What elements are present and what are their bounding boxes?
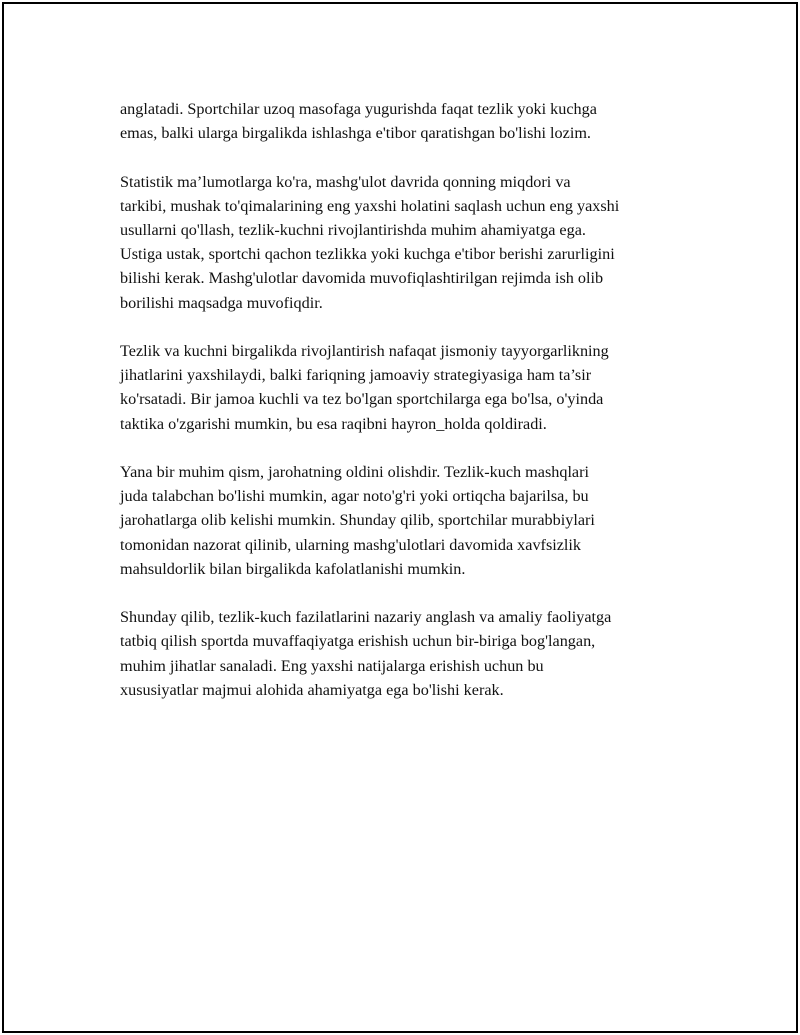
text-line: anglatadi. Sportchilar uzoq masofaga yugurishda faqat tezlik yoki kuchga <box>120 100 597 118</box>
text-line: juda talabchan bo'lishi mumkin, agar noto'g'ri yoki ortiqcha bajarilsa, bu <box>120 487 589 506</box>
paragraph <box>120 605 695 702</box>
text-line: xususiyatlar majmui alohida ahamiyatga ega bo'lishi kerak. <box>120 680 504 699</box>
text-line: borilishi maqsadga muvofiqdir. <box>120 293 323 312</box>
text-line: jihatlarini yaxshilaydi, balki fariqning jamoaviy strategiyasiga ham ta’sir <box>120 366 592 385</box>
text-line: usullarni qo'llash, tezlik-kuchni rivojlantirishda muhim ahamiyatga ega. <box>120 221 586 239</box>
paragraph <box>120 97 695 145</box>
text-line: muhim jihatlar sanaladi. Eng yaxshi natijalarga erishish uchun bu <box>120 656 544 675</box>
paragraph <box>120 460 695 581</box>
text-line: Yana bir muhim qism, jarohatning oldini olishdir. Tezlik-kuch mashqlari <box>120 463 590 481</box>
text-line: tomonidan nazorat qilinib, ularning mashg'ulotlari davomida xavfsizlik <box>120 535 582 554</box>
paragraph <box>120 339 695 436</box>
document-page <box>2 2 798 1033</box>
text-line: Ustiga ustak, sportchi qachon tezlikka yoki kuchga e'tibor berishi zarurligini <box>120 245 615 264</box>
document-body <box>120 97 695 726</box>
text-line: emas, balki ularga birgalikda ishlashga e'tibor qaratishgan bo'lishi lozim. <box>120 124 591 143</box>
text-line: ko'rsatadi. Bir jamoa kuchli va tez bo'lgan sportchilarga ega bo'lsa, o'yinda <box>120 390 604 409</box>
paragraph <box>120 170 695 315</box>
text-line: tarkibi, mushak to'qimalarining eng yaxshi holatini saqlash uchun eng yaxshi <box>120 196 620 215</box>
text-line: Statistik ma’lumotlarga ko'ra, mashg'ulot davrida qonning miqdori va <box>120 172 571 191</box>
text-line: jarohatlarga olib kelishi mumkin. Shunday qilib, sportchilar murabbiylari <box>120 511 595 530</box>
text-line: tatbiq qilish sportda muvaffaqiyatga erishish uchun bir-biriga bog'langan, <box>120 632 596 651</box>
text-line: taktika o'zgarishi mumkin, bu esa raqibni hayron_holda qoldiradi. <box>120 414 547 433</box>
text-line: Shunday qilib, tezlik-kuch fazilatlarini nazariy anglash va amaliy faoliyatga <box>120 608 612 627</box>
text-line: bilishi kerak. Mashg'ulotlar davomida muvofiqlashtirilgan rejimda ish olib <box>120 269 604 288</box>
text-line: Tezlik va kuchni birgalikda rivojlantirish nafaqat jismoniy tayyorgarlikning <box>120 342 609 360</box>
text-line: mahsuldorlik bilan birgalikda kafolatlanishi mumkin. <box>120 559 466 578</box>
